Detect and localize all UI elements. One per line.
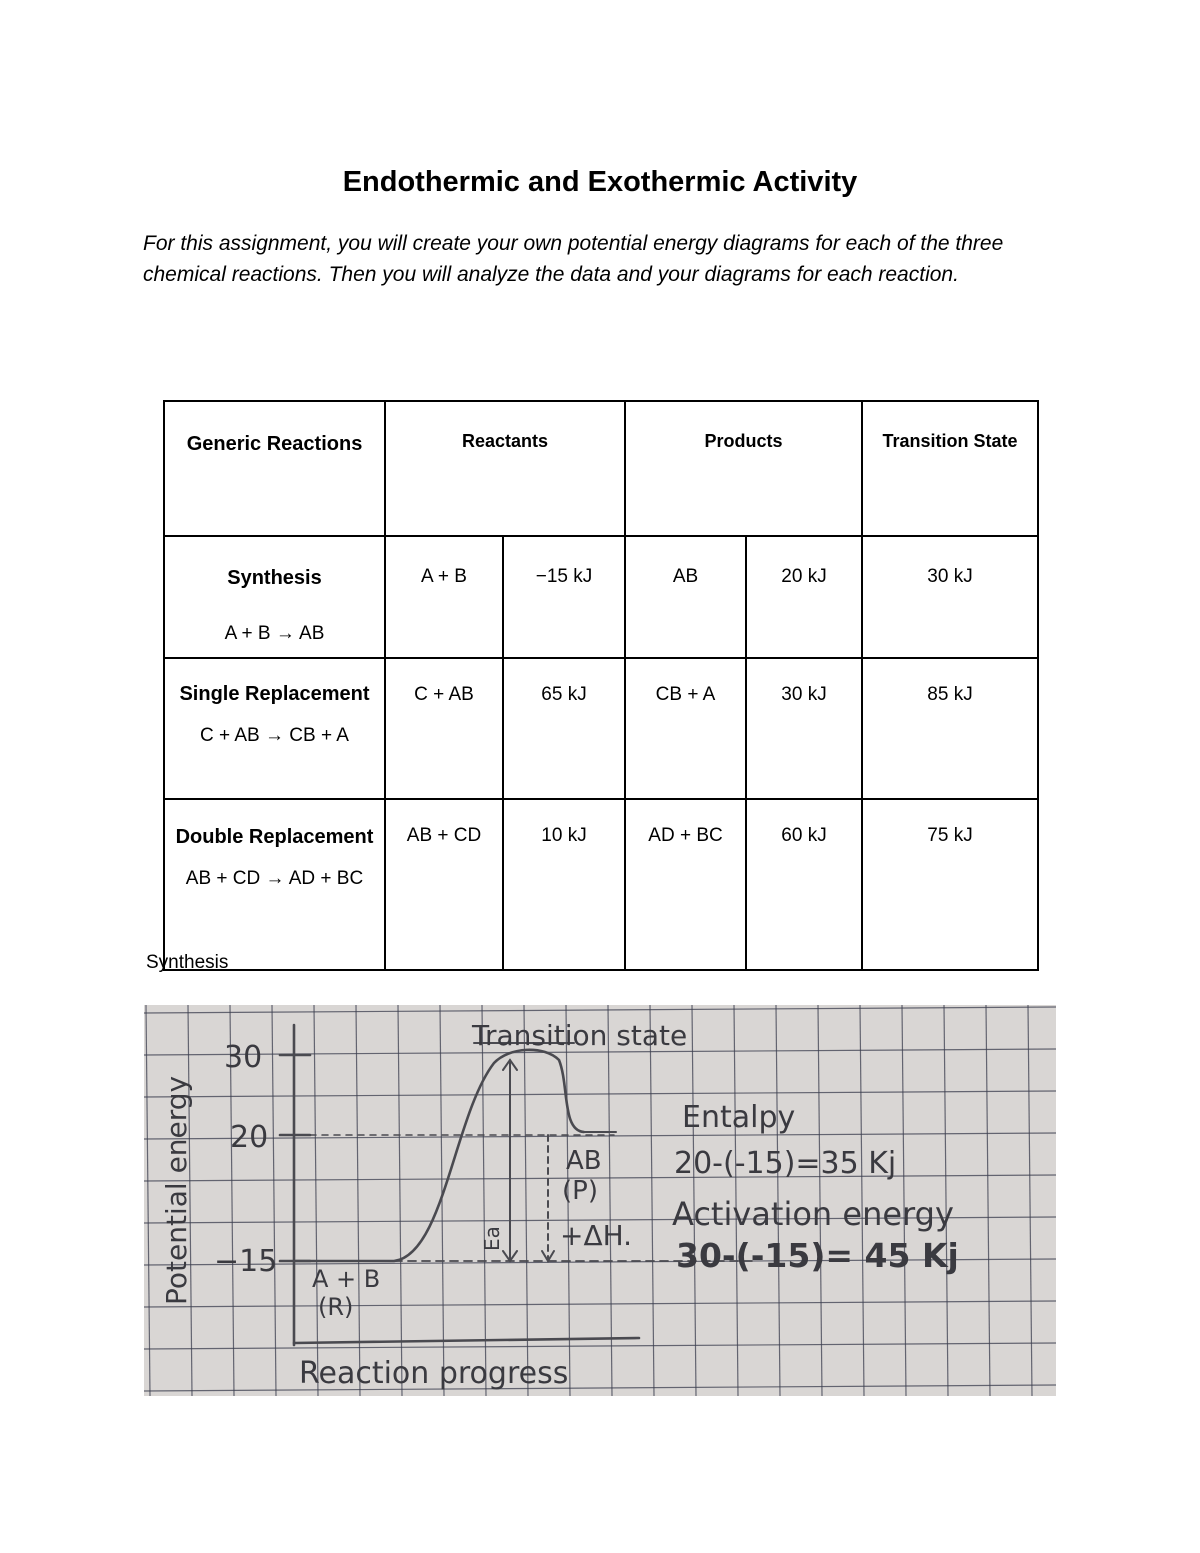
ea-label: Ea [480, 1226, 504, 1251]
table-row [164, 799, 1038, 970]
synthesis-diagram-photo [144, 1005, 1056, 1396]
intro-paragraph: For this assignment, you will create your own potential energy diagrams for each of the three chemical reactions. Then you will analyze the data and your diagrams for each reaction. [143, 232, 1004, 286]
reaction-name: Synthesis [227, 567, 322, 589]
tick-label: 20 [230, 1120, 269, 1155]
reactant-label: A + B [312, 1265, 381, 1293]
products-cell: AB [625, 536, 746, 658]
reaction-cell [164, 658, 385, 799]
reactant-tag: (R) [318, 1293, 354, 1321]
reaction-equation: C + AB → CB + A [200, 725, 349, 746]
reaction-name: Single Replacement [179, 683, 370, 705]
tick-label: 30 [224, 1040, 263, 1075]
products-cell: AD + BC [625, 799, 746, 970]
enthalpy-calculation: 20-(-15)=35 Kj [674, 1146, 897, 1181]
product-label: AB [566, 1146, 602, 1176]
y-axis-label: Potential energy [160, 1075, 193, 1305]
diagram-section-label: Synthesis [146, 952, 229, 973]
delta-h-label: +ΔH. [560, 1219, 633, 1252]
product-tag: (P) [562, 1176, 598, 1206]
header-transition-state: Transition State [862, 401, 1038, 536]
header-generic-reactions: Generic Reactions [164, 401, 385, 536]
tick-label: −15 [214, 1244, 278, 1279]
product-energy-cell: 60 kJ [746, 799, 862, 970]
x-axis-label: Reaction progress [299, 1356, 569, 1391]
reactant-energy-cell: 65 kJ [503, 658, 625, 799]
product-energy-cell: 20 kJ [746, 536, 862, 658]
header-reactants: Reactants [385, 401, 625, 536]
table-row [164, 536, 1038, 658]
reactant-energy-cell: −15 kJ [503, 536, 625, 658]
reaction-cell [164, 799, 385, 970]
products-cell: CB + A [625, 658, 746, 799]
reaction-cell [164, 536, 385, 658]
reactants-cell: AB + CD [385, 799, 503, 970]
table-header-row [164, 401, 1038, 536]
transition-energy-cell: 85 kJ [862, 658, 1038, 799]
transition-energy-cell: 75 kJ [862, 799, 1038, 970]
activation-energy-title: Activation energy [672, 1195, 954, 1233]
transition-state-label: Transition state [472, 1019, 688, 1052]
reaction-equation: AB + CD → AD + BC [185, 868, 364, 889]
table-row [164, 658, 1038, 799]
header-products: Products [625, 401, 862, 536]
activation-energy-calculation: 30-(-15)= 45 Kj [676, 1236, 959, 1275]
reaction-name: Double Replacement [175, 826, 374, 848]
reactant-energy-cell: 10 kJ [503, 799, 625, 970]
reactants-cell: A + B [385, 536, 503, 658]
page-title: Endothermic and Exothermic Activity [342, 166, 858, 198]
product-energy-cell: 30 kJ [746, 658, 862, 799]
reaction-data-table [163, 400, 1039, 971]
reaction-equation: A + B → AB [224, 623, 325, 644]
transition-energy-cell: 30 kJ [862, 536, 1038, 658]
enthalpy-title: Entalpy [682, 1100, 796, 1135]
reactants-cell: C + AB [385, 658, 503, 799]
